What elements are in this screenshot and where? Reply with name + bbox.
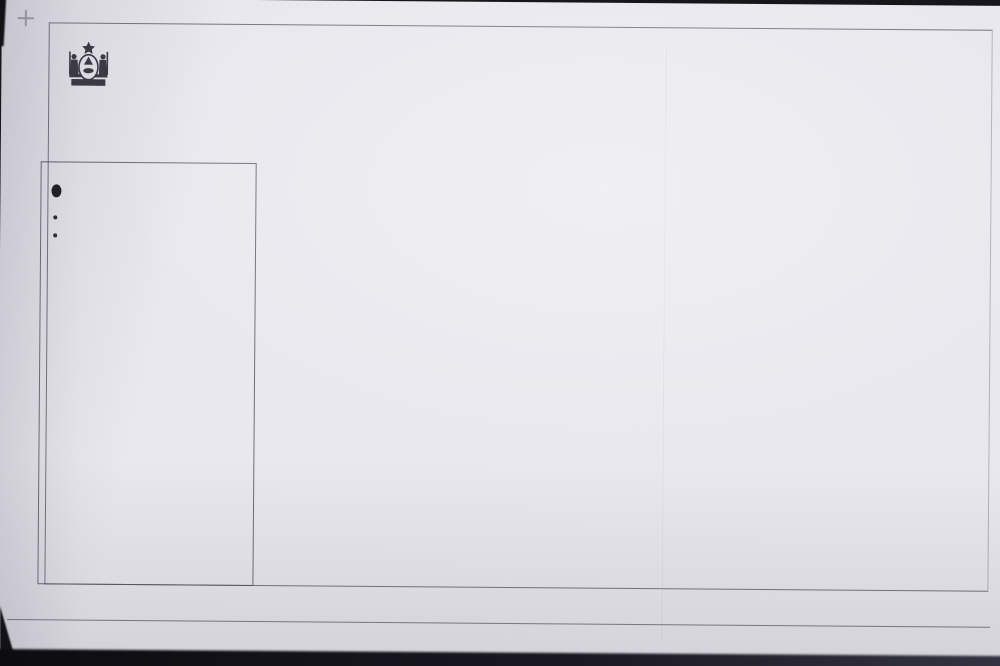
instructions-panel: [37, 161, 256, 586]
instruction-bullet-2: [67, 227, 248, 243]
turn-over-notice: [417, 591, 983, 595]
instruction-vote: [51, 184, 248, 200]
timing-marks-top: [10, 0, 992, 16]
registration-cross-icon: [18, 10, 34, 26]
filled-oval-example-icon: [51, 184, 61, 197]
instruction-bullet-1: [67, 210, 248, 226]
footer-rule: [7, 619, 990, 628]
instruction-bullets: [51, 210, 248, 243]
instruction-continue: [51, 252, 248, 254]
instructions-heading: [52, 171, 249, 173]
cross-bar: [25, 10, 27, 26]
instruction-write-in: [51, 252, 248, 254]
instruction-one-oval: [51, 252, 248, 254]
maine-state-seal-icon: [63, 40, 113, 96]
